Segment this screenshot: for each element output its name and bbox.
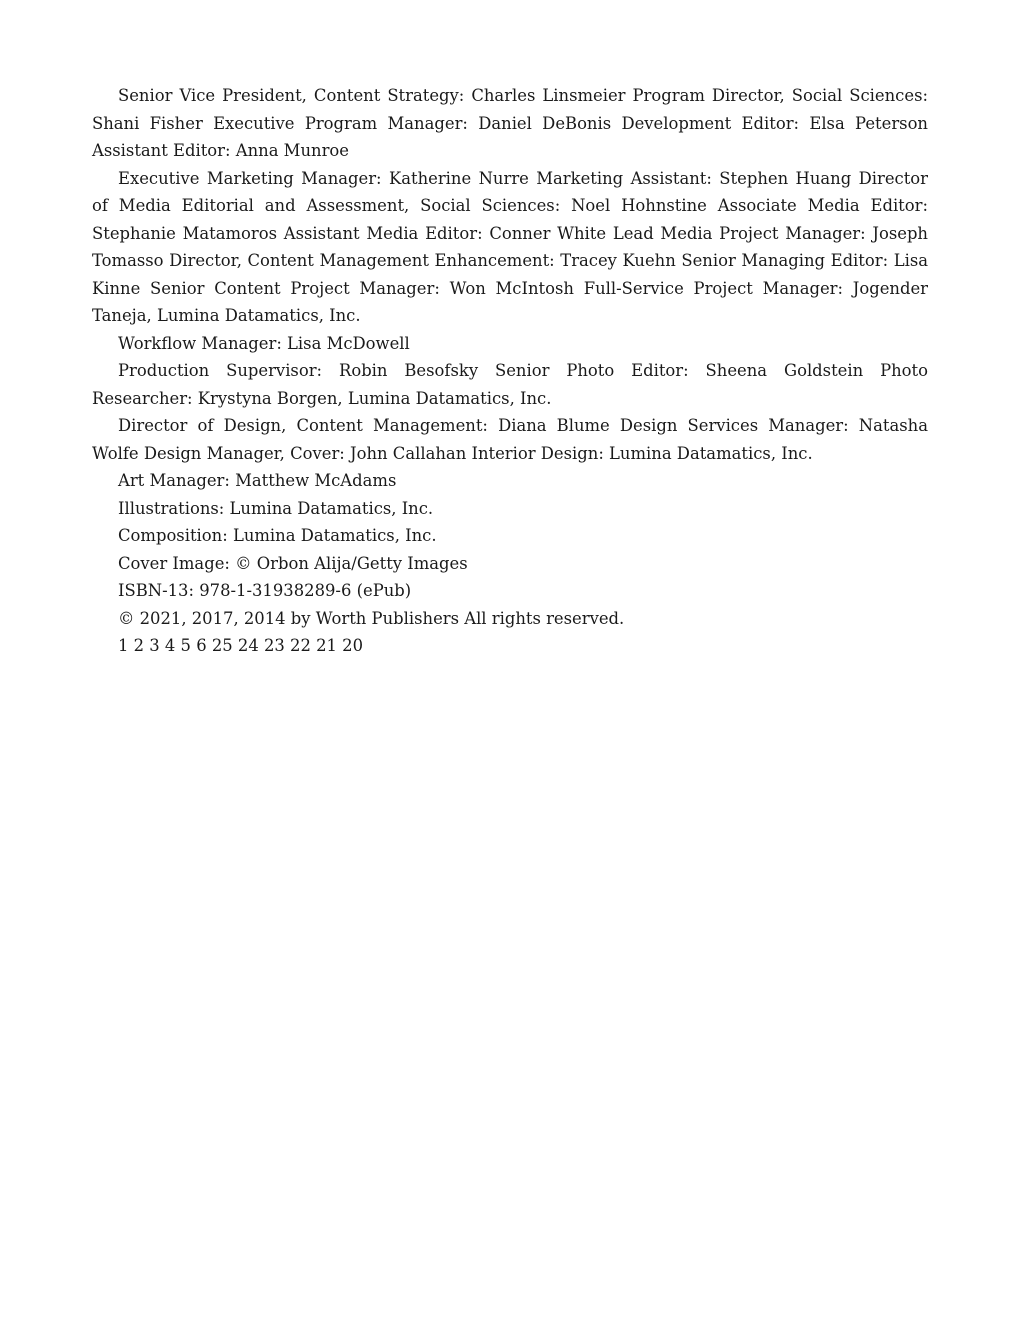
- isbn-line: ISBN-13: 978-1-31938289-6 (ePub): [118, 581, 412, 600]
- credits-marketing-media-paragraph: Executive Marketing Manager: Katherine Nurre Marketing Assistant: Stephen Huang Director of Media Editorial and Assessment, Social Sciences: Noel Hohnstine Associate Media Editor: Stephanie Matamoros Assistant Media Editor: Conner White Lead Media Project Manager: Joseph Tomasso Director, Content Management Enhancement: Tracey Kuehn Senior Managing Editor: Lisa Kinne Senior Content Project Manager: Won McIntosh Full-Service Project Manager: Jogender Taneja, Lumina Datamatics, Inc.: [92, 168, 928, 325]
- cover-image-credit: Cover Image: © Orbon Alija/Getty Images: [118, 553, 468, 573]
- credits-composition-paragraph: Composition: Lumina Datamatics, Inc.: [118, 526, 437, 545]
- credits-design-paragraph: Director of Design, Content Management: Diana Blume Design Services Manager: Natasha Wolfe Design Manager, Cover: John Callahan Interior Design: Lumina Datamatics, Inc.: [92, 416, 928, 463]
- credits-editorial-paragraph: Senior Vice President, Content Strategy: Charles Linsmeier Program Director, Social Sciences: Shani Fisher Executive Program Manager: Daniel DeBonis Development Editor: Elsa Peterson Assistant Editor: Anna Munroe: [92, 86, 928, 160]
- copyright-page: [92, 82, 928, 660]
- credits-art-paragraph: Art Manager: Matthew McAdams: [118, 471, 397, 490]
- credits-production-paragraph: Production Supervisor: Robin Besofsky Senior Photo Editor: Sheena Goldstein Photo Researcher: Krystyna Borgen, Lumina Datamatics, Inc.: [92, 361, 928, 408]
- copyright-notice: © 2021, 2017, 2014 by Worth Publishers All rights reserved.: [118, 608, 625, 628]
- printing-line: 1 2 3 4 5 6 25 24 23 22 21 20: [118, 636, 364, 655]
- credits-workflow-paragraph: Workflow Manager: Lisa McDowell: [118, 333, 410, 353]
- credits-illustrations-paragraph: Illustrations: Lumina Datamatics, Inc.: [118, 498, 434, 518]
